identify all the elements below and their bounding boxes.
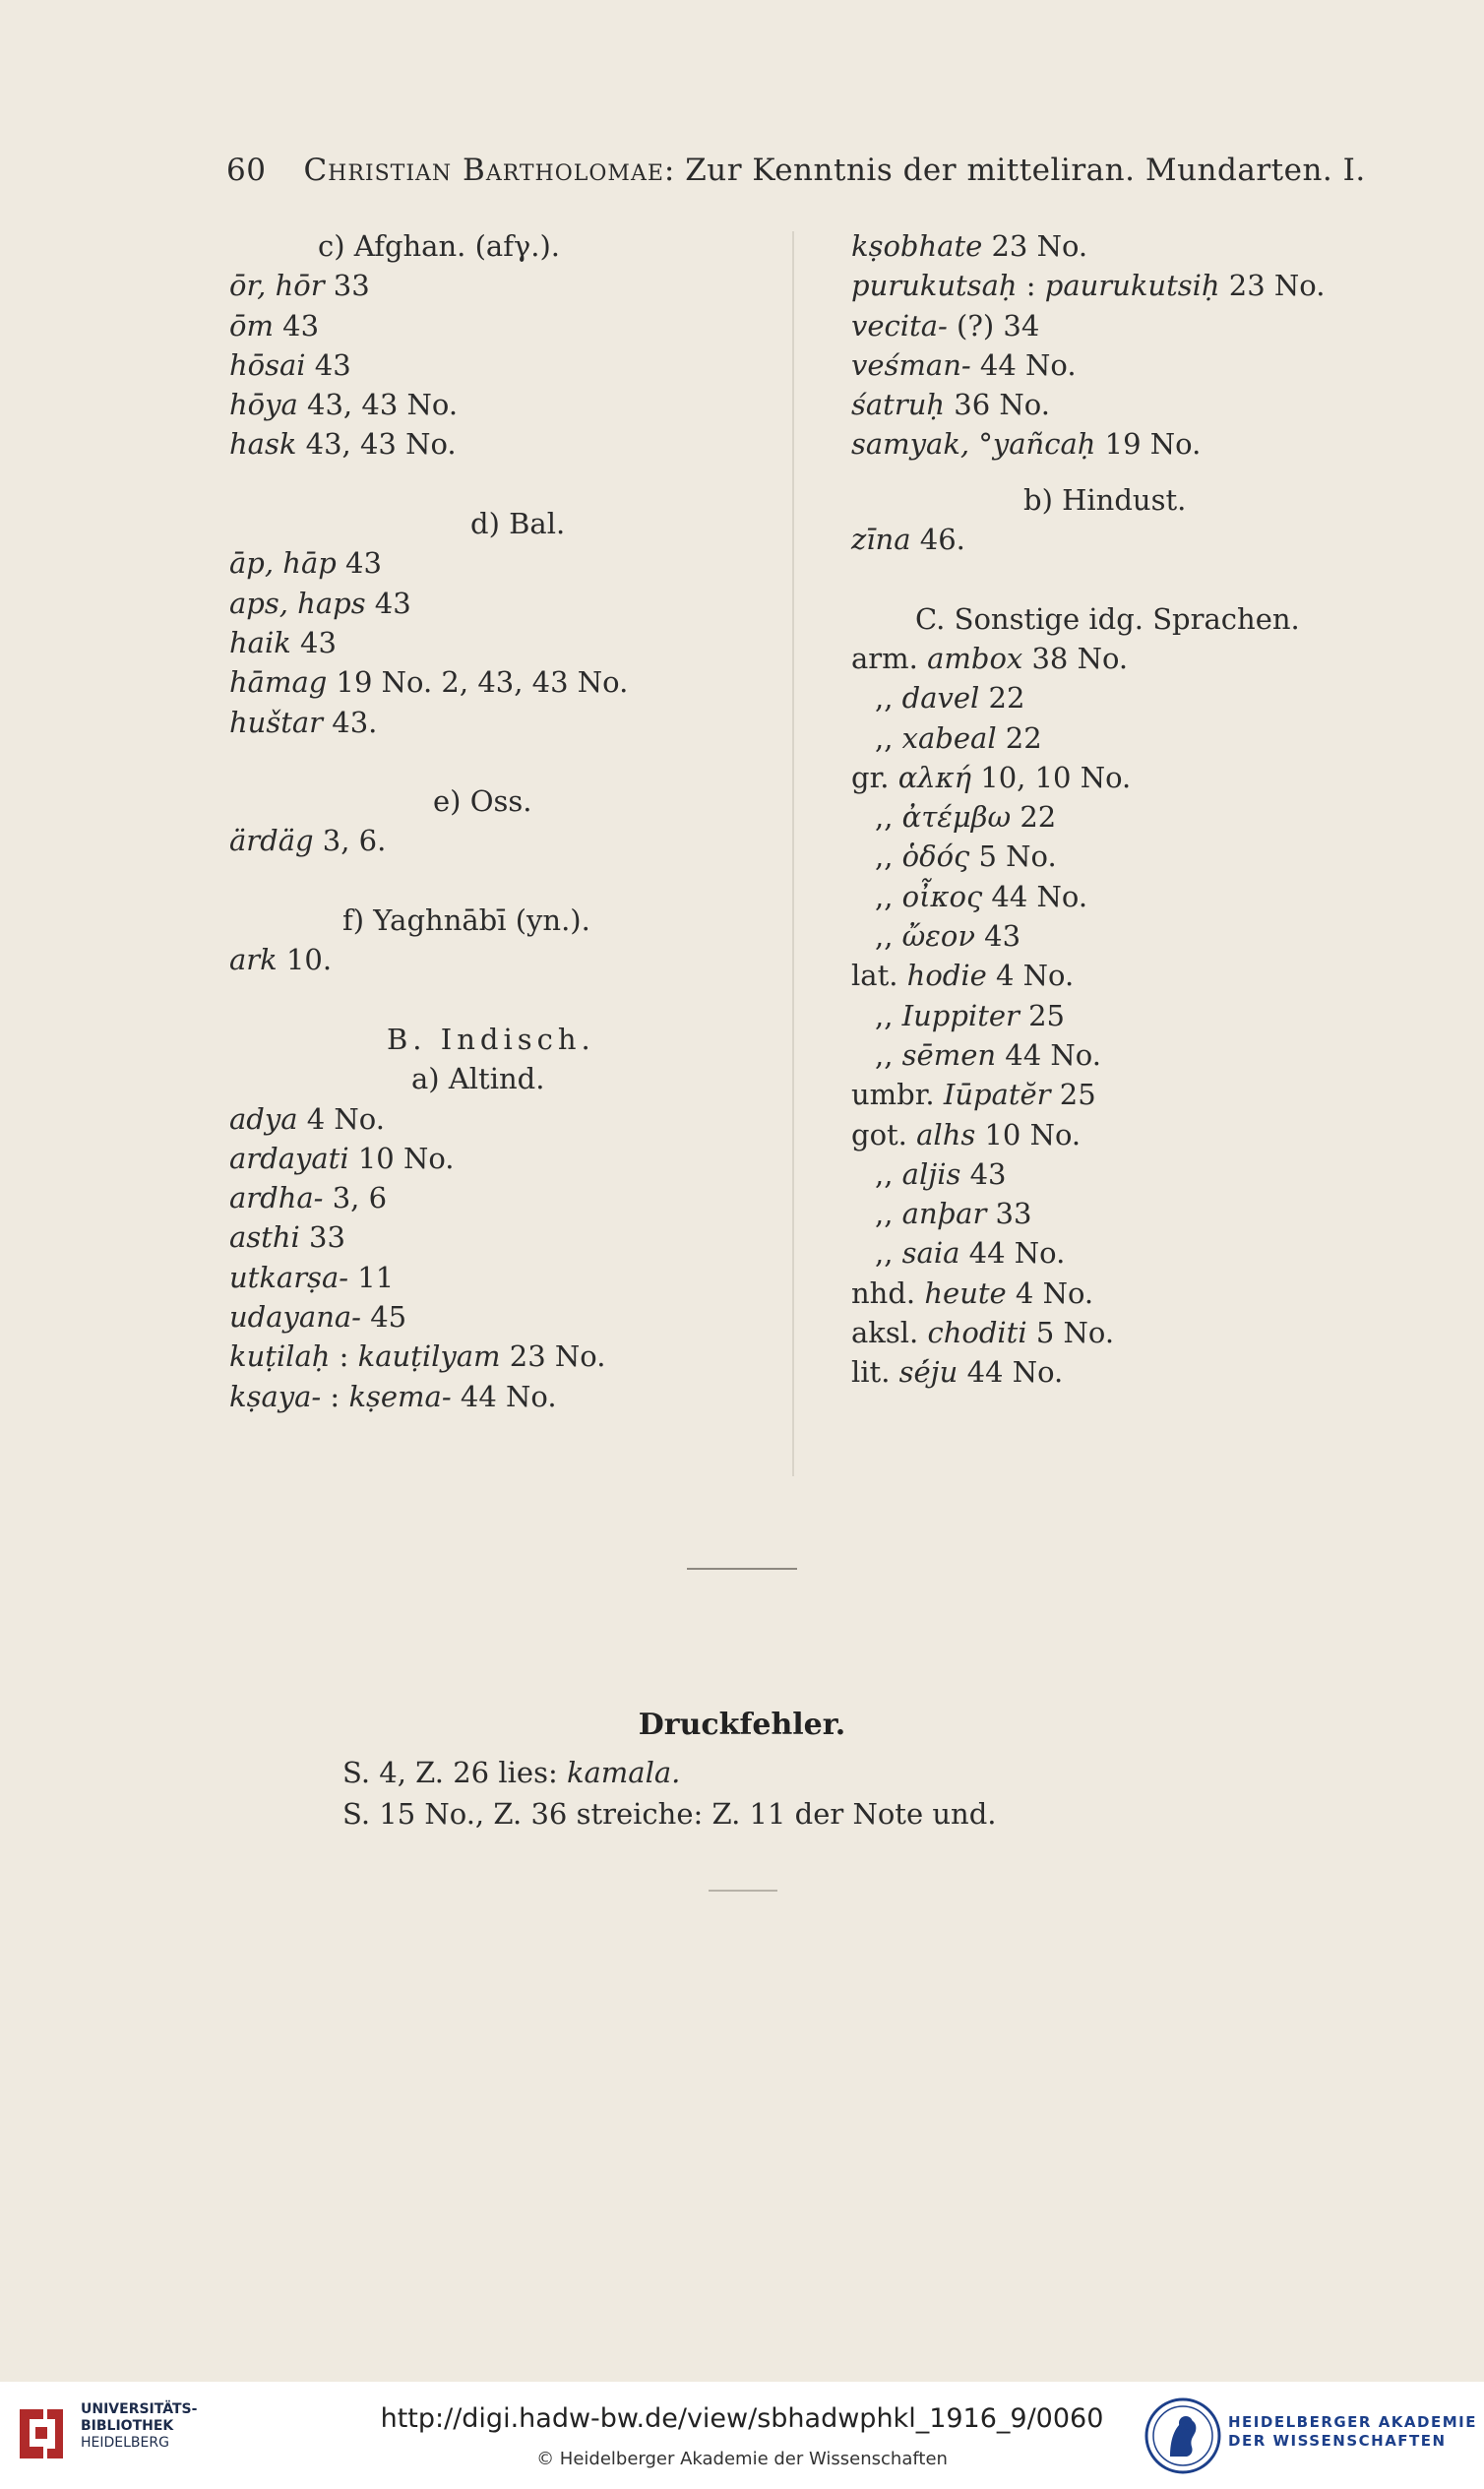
entry-reference: 25 <box>1019 998 1065 1032</box>
index-entry <box>851 678 1363 717</box>
bal-list <box>229 543 780 741</box>
entry-word: Iuppiter <box>901 998 1020 1032</box>
permalink-url[interactable]: http://digi.hadw-bw.de/view/sbhadwphkl_1916_9/0060 <box>380 2403 1104 2434</box>
language-prefix: lit. <box>851 1355 899 1390</box>
section-heading-yaghnabi: f) Yaghnābī (yn.). <box>342 903 590 938</box>
entry-reference: 3, 6. <box>313 824 387 858</box>
index-entry <box>851 758 1363 797</box>
index-entry <box>229 703 780 742</box>
entry-reference: 4 No. <box>986 959 1075 993</box>
column-divider <box>792 231 794 1476</box>
section-heading-afghan: c) Afghan. (afγ.). <box>318 229 561 263</box>
entry-word: adya <box>229 1101 298 1136</box>
language-prefix: ,, <box>875 1236 902 1271</box>
index-entry <box>229 1178 780 1217</box>
index-entry <box>851 837 1363 876</box>
language-prefix: ,, <box>875 1037 902 1072</box>
language-prefix: umbr. <box>851 1078 944 1112</box>
index-entry <box>229 1139 780 1178</box>
entry-reference: 22 <box>979 681 1025 716</box>
entry-reference: (?) 34 <box>947 308 1040 342</box>
entry-reference: 19 No. <box>1095 427 1202 462</box>
entry-reference: 43 <box>336 546 382 581</box>
entry-word: οἶκος <box>901 879 983 913</box>
entry-reference: 45 <box>360 1300 407 1335</box>
entry-word: kauṭilyam <box>357 1339 501 1374</box>
entry-reference: 10 No. <box>348 1141 455 1175</box>
language-prefix: arm. <box>851 641 928 675</box>
index-entry <box>851 1154 1363 1194</box>
entry-reference: 44 No. <box>996 1037 1101 1072</box>
index-entry <box>851 226 1363 266</box>
entry-reference: 22 <box>996 720 1042 755</box>
entry-reference: 43. <box>323 705 378 739</box>
entry-word: kṣobhate <box>851 229 983 263</box>
index-entry <box>229 385 780 424</box>
entry-word: ἀτέμβω <box>901 800 1012 835</box>
language-prefix: ,, <box>875 1197 902 1231</box>
entry-word: saia <box>901 1236 960 1271</box>
academy-seal-logo-icon <box>1144 2394 1221 2478</box>
index-entry <box>229 662 780 702</box>
index-entry <box>851 956 1363 995</box>
running-header <box>226 153 1366 188</box>
entry-reference: 25 <box>1050 1078 1096 1112</box>
language-prefix: ,, <box>875 800 902 835</box>
section-rule <box>687 1568 797 1570</box>
entry-word: heute <box>924 1276 1007 1310</box>
index-entry <box>229 1297 780 1337</box>
entry-reference: 4 No. <box>297 1101 385 1136</box>
entry-word: vecita- <box>851 308 948 342</box>
entry-word: alhs <box>916 1117 976 1151</box>
entry-word: sēmen <box>901 1037 997 1072</box>
entry-word: aljis <box>901 1156 961 1191</box>
index-entry <box>851 1075 1363 1114</box>
section-heading-indisch: B. Indisch. <box>387 1022 595 1056</box>
index-entry <box>851 996 1363 1035</box>
left-column <box>229 226 780 1416</box>
section-heading-hindust: b) Hindust. <box>1023 482 1187 517</box>
language-prefix: ,, <box>875 840 902 874</box>
entry-reference: 33 <box>324 269 370 303</box>
entry-reference: 44 No. <box>982 879 1088 913</box>
entry-reference: 38 No. <box>1022 641 1129 675</box>
entry-word: ärdäg <box>229 824 314 858</box>
index-entry <box>851 345 1363 385</box>
language-prefix: ,, <box>875 681 902 716</box>
entry-reference: 43 <box>273 308 320 342</box>
copyright-notice: © Heidelberger Akademie der Wissenschaften <box>536 2449 948 2469</box>
entry-word: huštar <box>229 705 324 739</box>
errata-block <box>342 1752 996 1835</box>
entry-word: αλκή <box>897 760 972 794</box>
entry-reference: 33 <box>986 1197 1032 1231</box>
entry-word: samyak, °yañcaḥ <box>851 427 1096 462</box>
entry-reference: 44 No. <box>451 1379 557 1413</box>
entry-reference: 43 <box>365 586 411 620</box>
language-prefix: got. <box>851 1117 917 1151</box>
language-prefix: ,, <box>875 720 902 755</box>
entry-word: hōsai <box>229 347 306 382</box>
entry-word: āp, hāp <box>229 546 337 581</box>
entry-reference: 11 <box>348 1260 395 1294</box>
index-entry <box>229 543 780 583</box>
index-entry <box>229 266 780 305</box>
language-prefix: ,, <box>875 1156 902 1191</box>
entry-reference: 43 <box>960 1156 1007 1191</box>
section-heading-altind: a) Altind. <box>411 1062 545 1096</box>
oss-list <box>229 821 780 860</box>
index-entry <box>851 1115 1363 1154</box>
entry-reference: 5 No. <box>1026 1316 1115 1350</box>
index-entry <box>851 424 1363 464</box>
yaghnabi-list <box>229 940 780 979</box>
entry-word: zīna <box>851 523 911 557</box>
language-prefix: aksl. <box>851 1316 928 1350</box>
index-entry <box>229 1217 780 1257</box>
index-entry <box>851 1352 1363 1392</box>
entry-word: ōr, hōr <box>229 269 325 303</box>
entry-word: sė́ju <box>898 1355 958 1390</box>
entry-word: ὤεον <box>901 919 975 954</box>
entry-word: ardayati <box>229 1141 349 1175</box>
entry-reference: 43, 43 No. <box>296 427 457 462</box>
page-number: 60 <box>226 153 267 188</box>
language-prefix: nhd. <box>851 1276 925 1310</box>
index-entry <box>851 1313 1363 1352</box>
hindust-list <box>851 520 1363 559</box>
entry-reference: 10 No. <box>975 1117 1082 1151</box>
entry-word: purukutsaḥ <box>851 269 1018 303</box>
end-rule <box>709 1890 777 1892</box>
errata-line: S. 15 No., Z. 36 streiche: Z. 11 der Note und. <box>342 1797 997 1831</box>
author-name: Christian Bartholomae <box>303 153 664 188</box>
sanskrit-continued-list <box>851 226 1363 465</box>
entry-reference: 43 <box>305 347 351 382</box>
altind-list <box>229 1099 780 1416</box>
entry-word: choditi <box>927 1316 1027 1350</box>
section-heading-oss: e) Oss. <box>433 784 532 819</box>
entry-word: Iūpatĕr <box>943 1078 1051 1112</box>
entry-reference: 44 No. <box>959 1236 1066 1271</box>
index-entry <box>851 1194 1363 1233</box>
index-entry <box>851 1233 1363 1273</box>
entry-word: kṣaya- <box>229 1379 322 1413</box>
section-heading-bal: d) Bal. <box>470 507 566 541</box>
entry-reference: 5 No. <box>969 840 1057 874</box>
entry-word: hodie <box>906 959 987 993</box>
errata-title: Druckfehler. <box>638 1708 846 1742</box>
entry-reference: 46. <box>910 523 965 557</box>
entry-word: hask <box>229 427 297 462</box>
entry-word: ambox <box>927 641 1023 675</box>
index-entry <box>229 584 780 623</box>
section-heading-sonstige: C. Sonstige idg. Sprachen. <box>915 601 1300 636</box>
entry-reference: 43 <box>974 919 1021 954</box>
entry-word: kuṭilaḥ <box>229 1339 331 1374</box>
entry-word: utkarṣa- <box>229 1260 349 1294</box>
index-entry <box>229 623 780 662</box>
entry-word: ὁδός <box>901 840 970 874</box>
index-entry <box>229 940 780 979</box>
entry-reference: 23 No. <box>500 1339 606 1374</box>
index-entry <box>851 718 1363 758</box>
entry-word: hōya <box>229 388 298 422</box>
entry-reference: 33 <box>299 1220 345 1255</box>
entry-word: ōm <box>229 308 274 342</box>
entry-word: ark <box>229 943 278 977</box>
entry-reference: 10. <box>277 943 333 977</box>
entry-word: hāmag <box>229 665 328 700</box>
index-entry <box>229 821 780 860</box>
index-entry <box>851 797 1363 837</box>
index-entry <box>851 520 1363 559</box>
sonstige-list <box>851 639 1363 1393</box>
entry-word: xabeal <box>901 720 997 755</box>
language-prefix: ,, <box>875 998 902 1032</box>
index-entry <box>851 385 1363 424</box>
index-entry <box>851 1035 1363 1075</box>
index-entry: purukutsaḥ : paurukutsiḥ 23 No. <box>851 269 1326 303</box>
academy-name: HEIDELBERGER AKADEMIE DER WISSENSCHAFTEN <box>1228 2413 1477 2450</box>
entry-word: veśman- <box>851 347 971 382</box>
index-entry <box>229 345 780 385</box>
entry-reference: 44 No. <box>958 1355 1064 1390</box>
university-library-name: UNIVERSITÄTS- BIBLIOTHEK HEIDELBERG <box>81 2401 198 2451</box>
entry-word: ardha- <box>229 1181 324 1215</box>
language-prefix: ,, <box>875 919 902 954</box>
entry-reference: 36 No. <box>945 388 1050 422</box>
language-prefix: ,, <box>875 879 902 913</box>
entry-reference: 23 No. <box>982 229 1088 263</box>
index-entry <box>851 916 1363 956</box>
right-column <box>851 226 1363 1393</box>
entry-reference: 22 <box>1011 800 1057 835</box>
entry-reference: 10, 10 No. <box>971 760 1132 794</box>
language-prefix: lat. <box>851 959 907 993</box>
entry-reference: 19 No. 2, 43, 43 No. <box>327 665 629 700</box>
index-entry: kṣaya- : kṣema- 44 No. <box>229 1379 557 1413</box>
entry-reference: 43, 43 No. <box>297 388 459 422</box>
afghan-list <box>229 266 780 464</box>
index-entry <box>229 1099 780 1139</box>
entry-reference: 4 No. <box>1006 1276 1094 1310</box>
index-entry <box>851 877 1363 916</box>
language-prefix: gr. <box>851 760 898 794</box>
index-entry <box>229 1258 780 1297</box>
entry-word: śatruḥ <box>851 388 946 422</box>
entry-word: haik <box>229 625 291 659</box>
index-entry <box>229 424 780 464</box>
entry-word: asthi <box>229 1220 300 1255</box>
header-title: : Zur Kenntnis der mitteliran. Mundarten. I. <box>663 153 1366 188</box>
entry-word: aps, haps <box>229 586 366 620</box>
entry-word: davel <box>901 681 980 716</box>
errata-line: S. 4, Z. 26 lies: kamala. <box>342 1756 681 1789</box>
index-entry <box>851 639 1363 678</box>
index-entry <box>229 306 780 345</box>
entry-reference: 43 <box>290 625 337 659</box>
index-entry: kuṭilaḥ : kauṭilyam 23 No. <box>229 1339 606 1374</box>
entry-reference: 44 No. <box>970 347 1077 382</box>
index-entry <box>851 306 1363 345</box>
footer-bar <box>0 2382 1484 2489</box>
index-entry <box>851 1274 1363 1313</box>
entry-reference: 3, 6 <box>323 1181 388 1215</box>
entry-word: udayana- <box>229 1300 361 1335</box>
entry-reference: 23 No. <box>1219 269 1326 303</box>
entry-word: anþar <box>901 1197 987 1231</box>
entry-word: paurukutsiḥ <box>1044 269 1220 303</box>
entry-word: kṣema- <box>348 1379 452 1413</box>
